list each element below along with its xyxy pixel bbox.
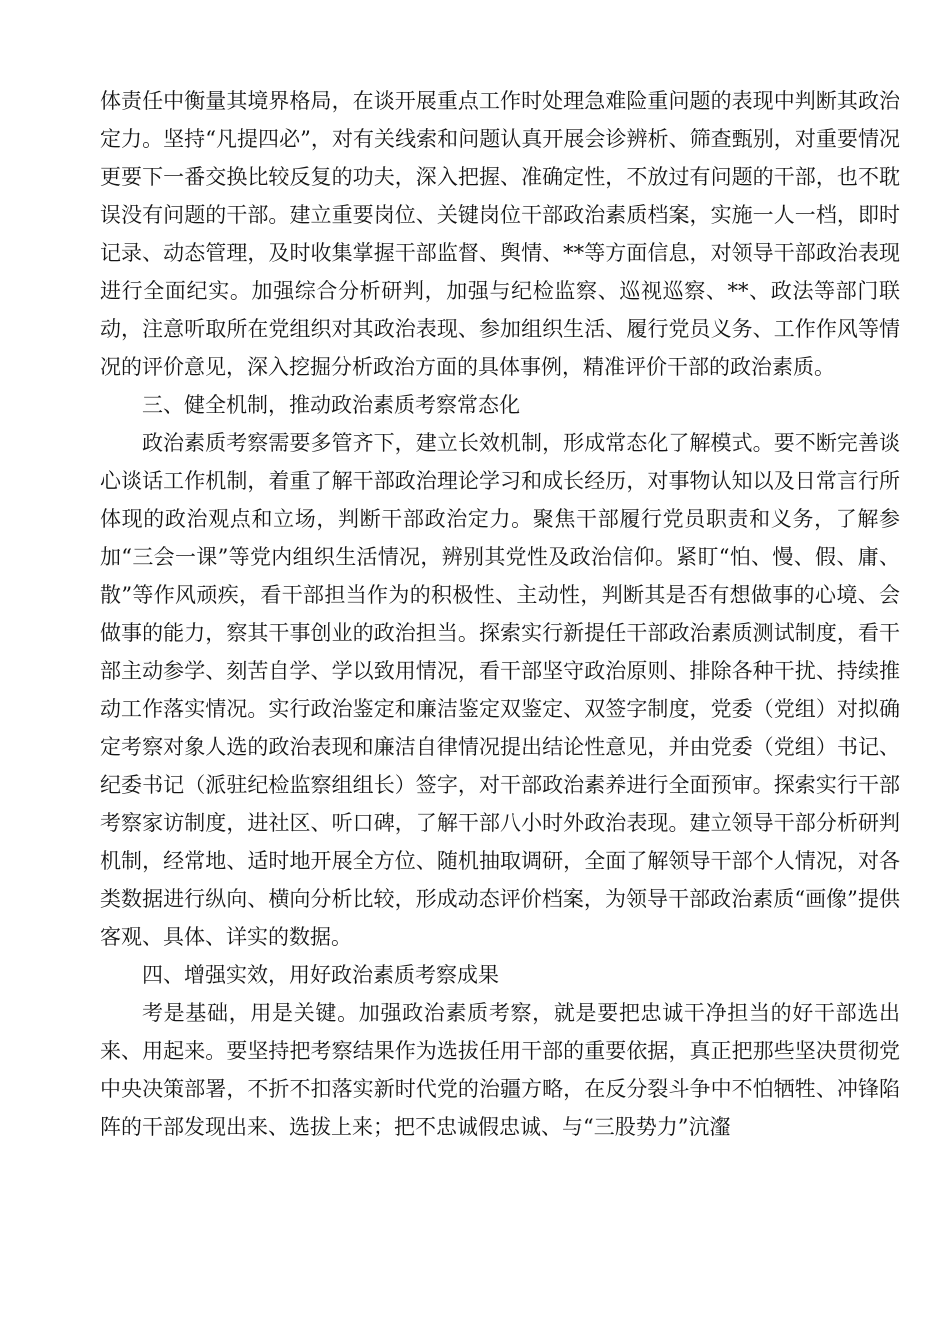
body-paragraph-3: 考是基础，用是关键。加强政治素质考察，就是要把忠诚干净担当的好干部选出来、用起来。要坚持把考察结果作为选拔任用干部的重要依据，真正把那些坚决贯彻党中央决策部署，不折不扣落实新时代党的治疆方略，在反分裂斗争中不怕牺牲、冲锋陷阵的干部发现出来、选拔上来；把不忠诚假忠诚、与“三股势力”沆瀣 <box>100 1001 900 1139</box>
body-paragraph-2: 政治素质考察需要多管齐下，建立长效机制，形成常态化了解模式。要不断完善谈心谈话工作机制，着重了解干部政治理论学习和成长经历，对事物认知以及日常言行所体现的政治观点和立场，判断干部政治定力。聚焦干部履行党员职责和义务，了解参加“三会一课”等党内组织生活情况，辨别其党性及政治信仰。紧盯“怕、慢、假、庸、散”等作风顽疾，看干部担当作为的积极性、主动性，判断其是否有想做事的心境、会做事的能力，察其干事创业的政治担当。探索实行新提任干部政治素质测试制度，看干部主动参学、刻苦自学、学以致用情况，看干部坚守政治原则、排除各种干扰、持续推动工作落实情况。实行政治鉴定和廉洁鉴定双鉴定、双签字制度，党委（党组）对拟确定考察对象人选的政治表现和廉洁自律情况提出结论性意见，并由党委（党组）书记、纪委书记（派驻纪检监察组组长）签字，对干部政治素养进行全面预审。探索实行干部考察家访制度，进社区、听口碑，了解干部八小时外政治表现。建立领导干部分析研判机制，经常地、适时地开展全方位、随机抽取调研，全面了解领导干部个人情况，对各类数据进行纵向、横向分析比较，形成动态评价档案，为领导干部政治素质“画像”提供客观、具体、详实的数据。 <box>100 431 900 949</box>
section-heading-3: 三、健全机制，推动政治素质考察常态化 <box>142 393 520 417</box>
body-paragraph-1: 体责任中衡量其境界格局，在谈开展重点工作时处理急难险重问题的表现中判断其政治定力。坚持“凡提四必”，对有关线索和问题认真开展会诊辨析、筛查甄别，对重要情况更要下一番交换比较反复的功夫，深入把握、准确定性，不放过有问题的干部，也不耽误没有问题的干部。建立重要岗位、关键岗位干部政治素质档案，实施一人一档，即时记录、动态管理，及时收集掌握干部监督、舆情、**等方面信息，对领导干部政治表现进行全面纪实。加强综合分析研判，加强与纪检监察、巡视巡察、**、政法等部门联动，注意听取所在党组织对其政治表现、参加组织生活、履行党员义务、工作作风等情况的评价意见，深入挖掘分析政治方面的具体事例，精准评价干部的政治素质。 <box>100 89 900 379</box>
section-heading-4: 四、增强实效，用好政治素质考察成果 <box>142 963 499 987</box>
document-page <box>100 82 900 1146</box>
